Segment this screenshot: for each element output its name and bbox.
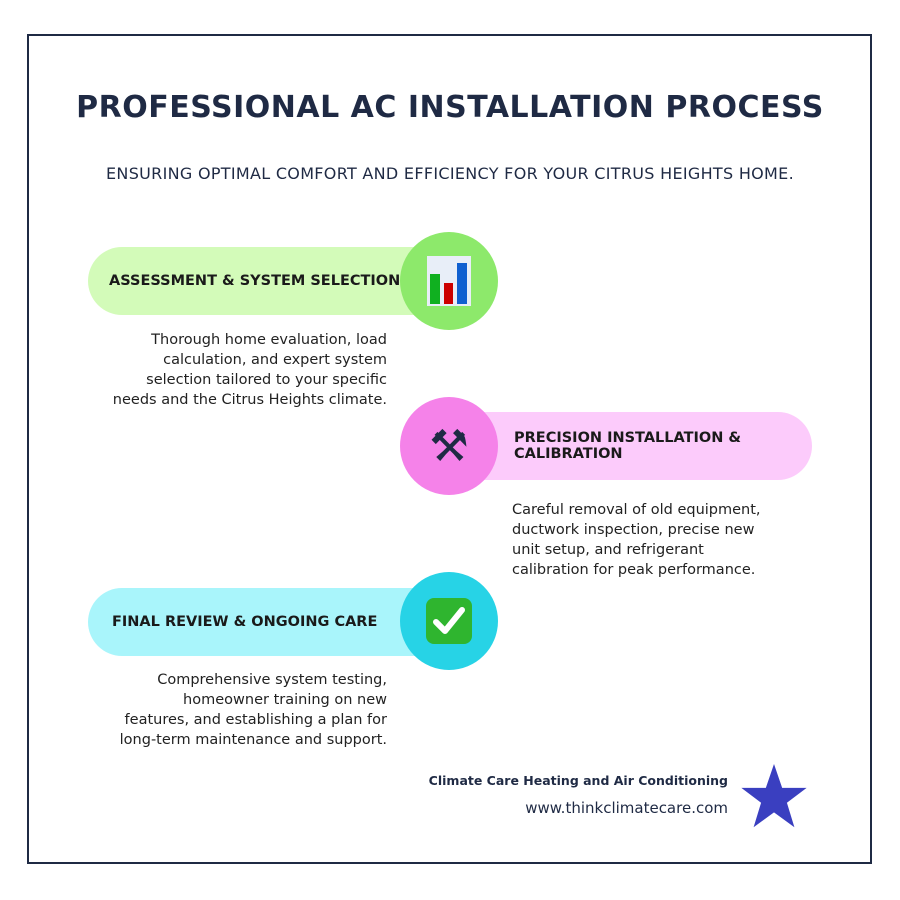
desc-line: long-term maintenance and support. [119,732,387,748]
desc-line: Thorough home evaluation, load [151,332,387,348]
step-3-circle [400,572,498,670]
desc-line: needs and the Citrus Heights climate. [112,392,387,408]
company-url[interactable]: www.thinkclimatecare.com [525,799,728,817]
desc-line: homeowner training on new [183,692,387,708]
desc-line: calculation, and expert system [163,352,387,368]
step-1-description [113,330,387,410]
bar-chart-icon [427,256,471,306]
step-1-title: ASSESSMENT & SYSTEM SELECTION [109,273,401,289]
step-1-circle [400,232,498,330]
step-2-description [512,500,761,580]
step-1-pill [88,247,448,315]
hammer-wrench-icon: ⚒ [429,420,469,472]
desc-line: calibration for peak performance. [512,562,756,578]
step-2-title: PRECISION INSTALLATION & CALIBRATION [514,430,742,462]
page-title: PROFESSIONAL AC INSTALLATION PROCESS [76,90,824,125]
desc-line: unit setup, and refrigerant [512,542,704,558]
company-name: Climate Care Heating and Air Conditioning [428,773,728,788]
desc-line: features, and establishing a plan for [124,712,387,728]
step-3-description [120,670,387,750]
check-mark-icon [425,597,473,645]
step-3-title: FINAL REVIEW & ONGOING CARE [112,614,378,630]
desc-line: Comprehensive system testing, [157,672,387,688]
desc-line: ductwork inspection, precise new [512,522,755,538]
star-icon [740,762,808,830]
desc-line: Careful removal of old equipment, [512,502,761,518]
step-2-pill [450,412,812,480]
step-2-circle [400,397,498,495]
page-subtitle: ENSURING OPTIMAL COMFORT AND EFFICIENCY FOR YOUR CITRUS HEIGHTS HOME. [106,164,794,183]
step-3-pill [88,588,448,656]
desc-line: selection tailored to your specific [146,372,387,388]
